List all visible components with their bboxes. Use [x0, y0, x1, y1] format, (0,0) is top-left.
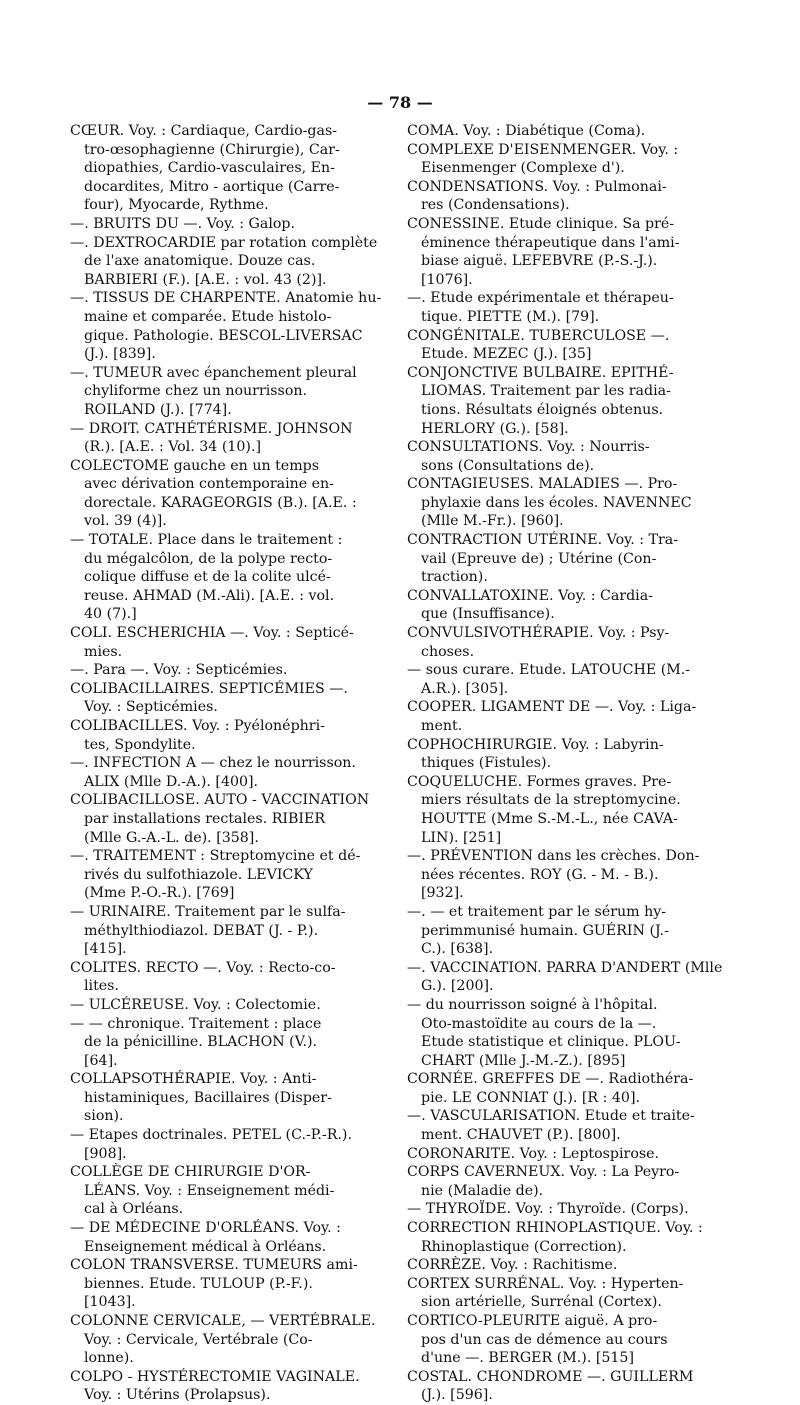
index-entry: [70, 289, 395, 363]
index-entry-line: — ULCÉREUSE. Voy. : Colectomie.: [70, 996, 321, 1013]
index-entry-line: sion).: [84, 1108, 124, 1125]
index-entry-line: COLIBACILLOSE. AUTO - VACCINATION: [70, 792, 370, 809]
index-entry-line: thiques (Fistules).: [421, 755, 552, 772]
index-entry-line: colique diffuse et de la colite ulcé-: [84, 569, 331, 586]
index-entry-line: — URINAIRE. Traitement par le sulfa-: [70, 903, 346, 920]
index-entry-line: CORTEX SURRÉNAL. Voy. : Hyperten-: [407, 1275, 684, 1292]
index-entry-line: HOUTTE (Mme S.-M.-L., née CAVA-: [421, 810, 678, 827]
index-entry-line: COMPLEXE D'EISENMENGER. Voy. :: [407, 141, 679, 158]
index-entry-line: [1043].: [84, 1294, 136, 1311]
index-entry: [70, 234, 395, 290]
index-entry: [70, 364, 395, 420]
index-entry-line: COSTAL. CHONDROME —. GUILLERM: [407, 1368, 694, 1385]
index-entry-line: vail (Epreuve de) ; Utérine (Con-: [421, 550, 657, 567]
index-entry-line: d'une —. BERGER (M.). [515]: [421, 1350, 634, 1367]
index-entry: [407, 1312, 737, 1368]
index-entry-line: reuse. AHMAD (M.-Ali). [A.E. : vol.: [84, 587, 335, 604]
index-entry-line: maine et comparée. Etude histolo-: [84, 308, 332, 325]
index-entry-line: [1076].: [421, 271, 473, 288]
index-entry: [407, 1145, 737, 1164]
index-entry-line: (Mlle M.-Fr.). [960].: [421, 513, 564, 530]
index-entry-line: COLIBACILLES. Voy. : Pyélonéphri-: [70, 718, 325, 734]
index-entry-line: de la pénicilline. BLACHON (V.).: [84, 1034, 318, 1051]
index-entry: [70, 1368, 395, 1405]
index-entry: [70, 996, 395, 1015]
index-entry-line: BARBIERI (F.). [A.E. : vol. 43 (2)].: [84, 271, 327, 288]
index-entry: [70, 1312, 395, 1368]
index-entry-line: du mégalcôlon, de la polype recto-: [84, 550, 333, 567]
index-entry-line: CORRÈZE. Voy. : Rachitisme.: [407, 1257, 618, 1274]
index-entry-line: CORTICO-PLEURITE aiguë. A pro-: [407, 1313, 658, 1329]
index-entry-line: —. TISSUS DE CHARPENTE. Anatomie hu-: [70, 290, 382, 307]
index-entry: [407, 959, 737, 996]
index-entry-line: [64].: [84, 1052, 118, 1069]
index-entry: [407, 1107, 737, 1144]
index-entry-line: lites.: [84, 978, 119, 995]
index-entry-line: biennes. Etude. TULOUP (P.-F.).: [84, 1275, 313, 1292]
index-entry-line: CONDENSATIONS. Voy. : Pulmonai-: [407, 178, 667, 195]
index-entry-line: phylaxie dans les écoles. NAVENNEC: [421, 494, 692, 511]
index-entry-line: Etude statistique et clinique. PLOU-: [421, 1034, 681, 1051]
index-entry-line: lonne).: [84, 1350, 134, 1367]
index-entry-line: four), Myocarde, Rythme.: [84, 197, 269, 214]
index-entry-line: G.). [200].: [421, 978, 494, 995]
index-entry-line: sion artérielle, Surrénal (Cortex).: [421, 1294, 662, 1311]
index-entry-line: miers résultats de la streptomycine.: [421, 792, 681, 809]
index-entry-line: rivés du sulfothiazole. LEVICKY: [84, 866, 313, 883]
index-entry-line: ment. CHAUVET (P.). [800].: [421, 1127, 621, 1144]
index-entry-line: —. TUMEUR avec épanchement pleural: [70, 364, 357, 381]
index-entry: [407, 1219, 737, 1256]
index-entry: [407, 475, 737, 531]
index-entry: [70, 661, 395, 680]
index-entry-line: chyliforme chez un nourrisson.: [84, 383, 308, 400]
index-entry-line: COLIBACILLAIRES. SEPTICÉMIES —.: [70, 680, 348, 697]
index-entry: [70, 680, 395, 717]
index-entry-line: —. Etude expérimentale et thérapeu-: [407, 290, 674, 307]
index-entry-line: CONESSINE. Etude clinique. Sa pré-: [407, 215, 675, 232]
index-entry-line: éminence thérapeutique dans l'ami-: [421, 234, 680, 251]
index-entry: [70, 959, 395, 996]
index-entry-line: COLI. ESCHERICHIA —. Voy. : Septicé-: [70, 625, 354, 642]
index-entry: [70, 215, 395, 234]
index-entry: [407, 736, 737, 773]
index-entry: [70, 457, 395, 531]
index-entry-line: COMA. Voy. : Diabétique (Coma).: [407, 123, 646, 139]
index-entry: [407, 773, 737, 847]
index-entry-line: mies.: [84, 643, 123, 660]
index-entry-line: Voy. : Utérins (Prolapsus).: [84, 1387, 271, 1404]
index-entry-line: CORONARITE. Voy. : Leptospirose.: [407, 1145, 660, 1162]
index-entry-line: CORNÉE. GREFFES DE —. Radiothéra-: [407, 1071, 694, 1088]
index-entry: [70, 1219, 395, 1256]
index-entry-line: — DE MÉDECINE D'ORLÉANS. Voy. :: [70, 1220, 341, 1237]
index-entry: [70, 1015, 395, 1071]
index-entry: [407, 996, 737, 1070]
index-entry: [407, 1200, 737, 1219]
index-entry: [407, 1256, 737, 1275]
index-entry-line: avec dérivation contemporaine en-: [84, 476, 334, 493]
index-entry: [70, 624, 395, 661]
index-entry-line: C.). [638].: [421, 941, 494, 958]
index-entry-line: COLLAPSOTHÉRAPIE. Voy. : Anti-: [70, 1071, 317, 1088]
index-entry-line: HERLORY (G.). [58].: [421, 420, 569, 437]
index-entry: [70, 847, 395, 903]
index-entry-line: Voy. : Septicémies.: [84, 699, 218, 716]
index-entry-line: —. INFECTION A — chez le nourrisson.: [70, 755, 356, 772]
index-entry-line: —. VASCULARISATION. Etude et traite-: [407, 1108, 695, 1125]
index-entry-line: — — chronique. Traitement : place: [70, 1015, 322, 1032]
index-entry: [407, 178, 737, 215]
index-entry-line: COPHOCHIRURGIE. Voy. : Labyrin-: [407, 736, 664, 753]
index-entry-line: — THYROÏDE. Voy. : Thyroïde. (Corps).: [407, 1201, 689, 1218]
index-entry: [407, 531, 737, 587]
index-entry: [407, 327, 737, 364]
index-entry-line: COQUELUCHE. Formes graves. Pre-: [407, 773, 672, 790]
index-entry-line: traction).: [421, 569, 488, 586]
index-entry-line: [932].: [421, 885, 464, 902]
index-entry: [407, 1275, 737, 1312]
index-entry: [70, 903, 395, 959]
index-entry-line: perimmunisé humain. GUÉRIN (J.-: [421, 922, 669, 939]
index-entry-line: — du nourrisson soigné à l'hôpital.: [407, 996, 658, 1013]
index-entry-line: COLLÈGE DE CHIRURGIE D'OR-: [70, 1164, 311, 1181]
index-entry-line: CONJONCTIVE BULBAIRE. EPITHÉ-: [407, 364, 674, 381]
index-entry: [70, 1163, 395, 1219]
index-entry-line: que (Insuffisance).: [421, 606, 555, 623]
index-entry-line: biase aiguë. LEFEBVRE (P.-S.-J.).: [421, 253, 658, 270]
index-entry-line: 40 (7).]: [84, 606, 137, 623]
index-entry-line: [415].: [84, 941, 127, 958]
index-entry-line: gique. Pathologie. BESCOL-LIVERSAC: [84, 327, 363, 344]
index-entry-line: sons (Consultations de).: [421, 457, 595, 474]
index-entry-line: A.R.). [305].: [421, 680, 509, 697]
index-entry-line: (R.). [A.E. : Vol. 34 (10).]: [84, 439, 262, 456]
index-entry-line: docardites, Mitro - aortique (Carre-: [84, 178, 340, 195]
index-entry-line: —. — et traitement par le sérum hy-: [407, 903, 667, 920]
index-entry-line: —. Para —. Voy. : Septicémies.: [70, 662, 288, 679]
index-entry-line: ALIX (Mlle D.-A.). [400].: [84, 773, 259, 790]
index-entry-line: CONTRACTION UTÉRINE. Voy. : Tra-: [407, 532, 679, 549]
index-entry-line: pie. LE CONNIAT (J.). [R : 40].: [421, 1089, 640, 1106]
index-entry-line: — sous curare. Etude. LATOUCHE (M.-: [407, 662, 691, 679]
index-entry-line: —. DEXTROCARDIE par rotation complète: [70, 234, 378, 251]
index-entry: [70, 1256, 395, 1312]
index-entry: [407, 1070, 737, 1107]
index-entry: [407, 438, 737, 475]
index-entry-line: nées récentes. ROY (G. - M. - B.).: [421, 866, 659, 883]
page-number: — 78 —: [367, 93, 433, 112]
index-entry-line: par installations rectales. RIBIER: [84, 810, 326, 827]
index-entry-line: pos d'un cas de démence au cours: [421, 1331, 668, 1348]
index-entry: [70, 791, 395, 847]
index-entry-line: CONVALLATOXINE. Voy. : Cardia-: [407, 587, 653, 604]
index-entry-line: CHART (Mlle J.-M.-Z.). [895]: [421, 1052, 626, 1069]
index-entry: [407, 698, 737, 735]
index-column-right: [407, 122, 737, 1405]
index-entry-line: Rhinoplastique (Correction).: [421, 1238, 627, 1255]
index-entry-line: Voy. : Cervicale, Vertébrale (Co-: [84, 1331, 313, 1348]
index-entry-line: tique. PIETTE (M.). [79].: [421, 308, 600, 325]
index-entry: [70, 717, 395, 754]
index-entry-line: tro-œsophagienne (Chirurgie), Car-: [84, 141, 340, 158]
index-entry-line: —. VACCINATION. PARRA D'ANDERT (Mlle: [407, 959, 723, 976]
index-entry-line: —. BRUITS DU —. Voy. : Galop.: [70, 215, 296, 232]
index-entry-line: CORPS CAVERNEUX. Voy. : La Peyro-: [407, 1164, 680, 1181]
index-entry-line: de l'axe anatomique. Douze cas.: [84, 253, 316, 270]
index-entry-line: CONGÉNITALE. TUBERCULOSE —.: [407, 327, 670, 344]
index-entry-line: Oto-mastoïdite au cours de la —.: [421, 1015, 657, 1032]
index-entry: [70, 122, 395, 215]
index-entry-line: (Mme P.-O.-R.). [769]: [84, 885, 235, 902]
index-entry: [407, 661, 737, 698]
index-entry: [70, 1070, 395, 1126]
index-entry-line: LÉANS. Voy. : Enseignement médi-: [84, 1182, 335, 1199]
index-entry-line: choses.: [421, 643, 475, 660]
index-entry: [407, 1163, 737, 1200]
index-entry-line: COLON TRANSVERSE. TUMEURS ami-: [70, 1257, 358, 1274]
index-entry-line: tes, Spondylite.: [84, 736, 196, 753]
index-entry-line: ROILAND (J.). [774].: [84, 401, 232, 418]
index-entry-line: ment.: [421, 718, 463, 734]
index-entry-line: CONTAGIEUSES. MALADIES —. Pro-: [407, 476, 678, 493]
index-entry: [407, 1368, 737, 1405]
index-entry-line: res (Condensations).: [421, 197, 570, 214]
index-entry: [70, 754, 395, 791]
index-entry-line: COLONNE CERVICALE, — VERTÉBRALE.: [70, 1313, 376, 1329]
index-entry-line: Eisenmenger (Complexe d').: [421, 160, 625, 177]
index-entry-line: COOPER. LIGAMENT DE —. Voy. : Liga-: [407, 699, 697, 716]
index-entry: [407, 903, 737, 959]
index-entry: [407, 364, 737, 438]
index-entry: [407, 847, 737, 903]
index-entry-line: CORRECTION RHINOPLASTIQUE. Voy. :: [407, 1220, 703, 1237]
index-entry-line: —. TRAITEMENT : Streptomycine et dé-: [70, 848, 361, 865]
index-entry: [70, 531, 395, 624]
index-column-left: [70, 122, 395, 1405]
index-entry-line: COLPO - HYSTÉRECTOMIE VAGINALE.: [70, 1368, 360, 1385]
index-entry: [407, 624, 737, 661]
index-entry-line: CONVULSIVOTHÉRAPIE. Voy. : Psy-: [407, 625, 670, 642]
index-entry-line: (J.). [596].: [421, 1387, 493, 1404]
index-entry-line: nie (Maladie de).: [421, 1182, 544, 1199]
index-entry-line: Etude. MEZEC (J.). [35]: [421, 346, 592, 363]
index-entry-line: vol. 39 (4)].: [84, 513, 167, 530]
index-entry-line: CONSULTATIONS. Voy. : Nourris-: [407, 439, 650, 456]
index-entry-line: — Etapes doctrinales. PETEL (C.-P.-R.).: [70, 1127, 352, 1144]
index-entry-line: cal à Orléans.: [84, 1201, 184, 1218]
index-entry-line: diopathies, Cardio-vasculaires, En-: [84, 160, 335, 177]
index-entry-line: LIN). [251]: [421, 829, 502, 846]
index-entry-line: CŒUR. Voy. : Cardiaque, Cardio-gas-: [70, 123, 338, 139]
index-entry: [407, 587, 737, 624]
index-entry-line: méthylthiodiazol. DEBAT (J. - P.).: [84, 922, 319, 939]
index-entry: [407, 141, 737, 178]
index-entry-line: Enseignement médical à Orléans.: [84, 1238, 327, 1255]
index-entry-line: tions. Résultats éloignés obtenus.: [421, 401, 664, 418]
index-entry-line: (Mlle G.-A.-L. de). [358].: [84, 829, 259, 846]
index-entry-line: LIOMAS. Traitement par les radia-: [421, 383, 671, 400]
index-entry-line: COLECTOME gauche en un temps: [70, 457, 320, 474]
index-entry: [70, 1126, 395, 1163]
index-entry: [407, 289, 737, 326]
index-entry-line: COLITES. RECTO —. Voy. : Recto-co-: [70, 959, 336, 976]
index-entry-line: — DROIT. CATHÉTÉRISME. JOHNSON: [70, 420, 353, 437]
index-entry: [70, 420, 395, 457]
index-entry-line: —. PRÉVENTION dans les crèches. Don-: [407, 848, 700, 865]
index-entry: [407, 122, 737, 141]
index-entry-line: histaminiques, Bacillaires (Disper-: [84, 1089, 332, 1106]
index-entry-line: — TOTALE. Place dans le traitement :: [70, 532, 343, 549]
index-entry: [407, 215, 737, 289]
index-entry-line: dorectale. KARAGEORGIS (B.). [A.E. :: [84, 494, 357, 511]
index-entry-line: (J.). [839].: [84, 346, 156, 363]
index-entry-line: [908].: [84, 1145, 127, 1162]
